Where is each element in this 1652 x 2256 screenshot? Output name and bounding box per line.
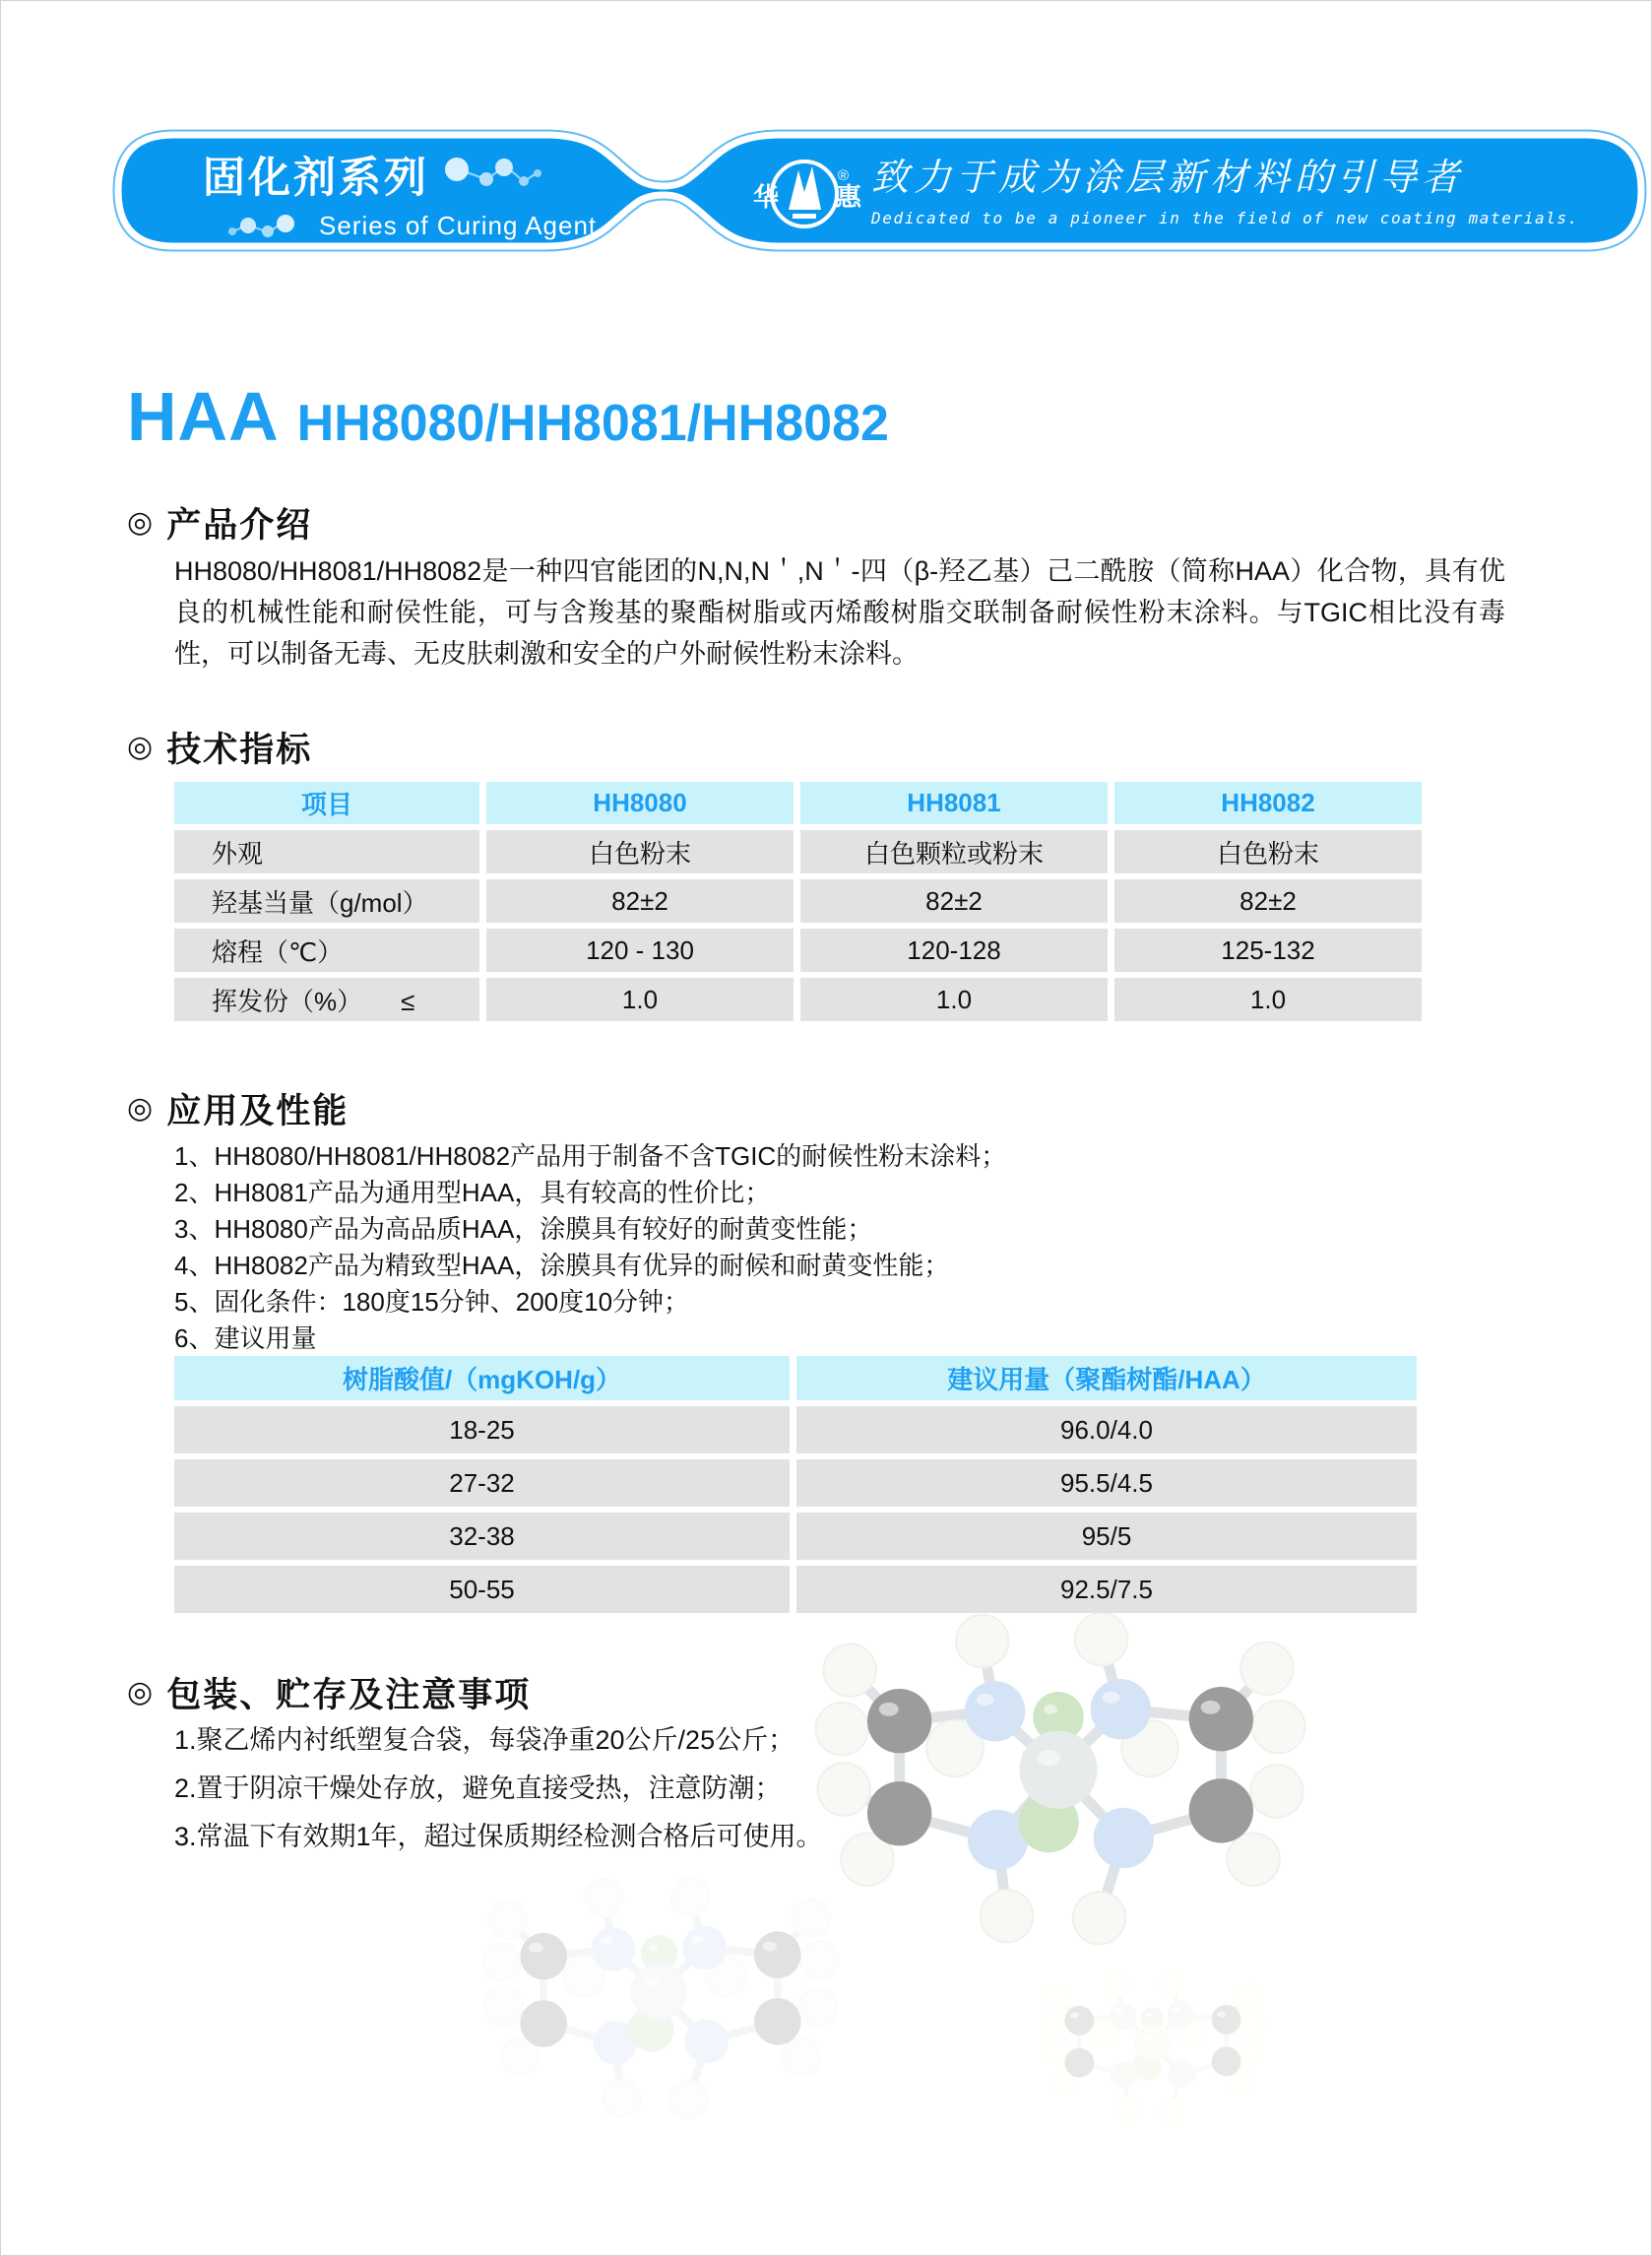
tech-cell: 82±2 <box>1114 879 1422 923</box>
section-heading-tech <box>127 723 312 772</box>
tech-cell: 1.0 <box>800 978 1108 1021</box>
tech-cell: 120-128 <box>800 929 1108 972</box>
application-item: 4、HH8082产品为精致型HAA，涂膜具有优异的耐候和耐黄变性能； <box>174 1251 950 1280</box>
series-title-en: Series of Curing Agent <box>319 211 598 240</box>
section-bullet-icon: ◎ <box>127 1092 154 1125</box>
tech-cell: 82±2 <box>486 879 794 923</box>
dosage-cell: 95.5/4.5 <box>796 1459 1417 1507</box>
intro-heading: 产品介绍 <box>166 506 313 545</box>
section-bullet-icon: ◎ <box>127 731 154 763</box>
tech-cell: 82±2 <box>800 879 1108 923</box>
tech-row-label: 羟基当量（g/mol） <box>174 879 479 923</box>
logo-right-char: 惠 <box>836 182 862 212</box>
section-bullet-icon: ◎ <box>127 1676 154 1708</box>
intro-paragraph: HH8080/HH8081/HH8082是一种四官能团的N,N,N＇,N＇-四（β-羟乙基）己二酰胺（简称HAA）化合物，具有优良的机械性能和耐侯性能，可与含羧基的聚酯树脂或丙烯酸树脂交联制备耐候性粉末涂料。与TGIC相比没有毒性，可以制备无毒、无皮肤刺激和安全的户外耐候性粉末涂料。 <box>174 556 1505 669</box>
dosage-cell: 18-25 <box>174 1406 790 1453</box>
tech-cell: 1.0 <box>1114 978 1422 1021</box>
product-name: HAA <box>127 378 280 455</box>
application-item: 2、HH8081产品为通用型HAA，具有较高的性价比； <box>174 1178 771 1207</box>
packaging-heading: 包装、贮存及注意事项 <box>166 1676 532 1714</box>
dosage-cell: 27-32 <box>174 1459 790 1507</box>
tech-cell: 120 - 130 <box>486 929 794 972</box>
dosage-cell: 92.5/7.5 <box>796 1566 1417 1613</box>
dosage-col-header: 建议用量（聚酯树酯/HAA） <box>796 1356 1417 1400</box>
dosage-cell: 50-55 <box>174 1566 790 1613</box>
tech-cell: 125-132 <box>1114 929 1422 972</box>
tech-col-header: HH8081 <box>800 782 1108 824</box>
dosage-cell: 32-38 <box>174 1513 790 1560</box>
tech-cell: 白色粉末 <box>486 830 794 873</box>
application-list <box>174 1138 1006 1357</box>
logo-registered-mark: ® <box>838 167 850 184</box>
application-item: 6、建议用量 <box>174 1323 317 1353</box>
application-item: 1、HH8080/HH8081/HH8082产品用于制备不含TGIC的耐候性粉末涂料； <box>174 1141 1007 1171</box>
tech-col-header: HH8082 <box>1114 782 1422 824</box>
tech-row-label: 外观 <box>174 830 479 873</box>
application-item: 5、固化条件：180度15分钟、200度10分钟； <box>174 1287 690 1317</box>
dosage-table <box>174 1356 1417 1613</box>
logo-left-char: 华 <box>753 182 780 212</box>
molecule-dots-icon <box>443 154 561 197</box>
packaging-item: 1.聚乙烯内衬纸塑复合袋，每袋净重20公斤/25公斤； <box>174 1725 795 1755</box>
tech-row-label: 熔程（℃） <box>174 929 479 972</box>
tech-col-header: HH8080 <box>486 782 794 824</box>
packaging-item: 2.置于阴凉干燥处存放，避免直接受热，注意防潮； <box>174 1773 782 1803</box>
application-heading: 应用及性能 <box>166 1092 349 1130</box>
series-title-zh: 固化剂系列 <box>203 155 429 202</box>
tech-cell: 1.0 <box>486 978 794 1021</box>
product-models: HH8080/HH8081/HH8082 <box>296 395 889 452</box>
dosage-cell: 95/5 <box>796 1513 1417 1560</box>
tech-cell: 白色颗粒或粉末 <box>800 830 1108 873</box>
section-heading-intro <box>127 498 312 548</box>
dosage-cell: 96.0/4.0 <box>796 1406 1417 1453</box>
dosage-col-header: 树脂酸值/（mgKOH/g） <box>174 1356 790 1400</box>
molecule-graphic-faded <box>476 1864 846 2148</box>
section-heading-application <box>127 1084 349 1133</box>
section-bullet-icon: ◎ <box>127 506 154 539</box>
tech-col-header: 项目 <box>174 782 479 824</box>
tech-cell: 白色粉末 <box>1114 830 1422 873</box>
logo-mark <box>789 166 821 210</box>
section-heading-packaging <box>127 1668 531 1717</box>
slogan-zh: 致力于成为涂层新材料的引导者 <box>871 158 1465 199</box>
company-logo <box>747 149 863 239</box>
banner-slogan-block <box>871 147 1579 227</box>
slogan-en: Dedicated to be a pioneer in the field of new coating materials. <box>871 209 1579 227</box>
molecule-graphic-faded <box>1037 1963 1269 2141</box>
tech-heading: 技术指标 <box>166 731 313 769</box>
molecule-dots-icon <box>224 214 309 239</box>
molecule-graphic <box>806 1594 1314 1984</box>
page-title <box>127 377 889 456</box>
banner-series-block <box>203 145 597 241</box>
tech-specs-table <box>174 782 1422 1021</box>
tech-row-label: 挥发份（%） ≤ <box>174 978 479 1021</box>
application-item: 3、HH8080产品为高品质HAA，涂膜具有较好的耐黄变性能； <box>174 1214 873 1244</box>
packaging-list <box>174 1716 823 1861</box>
packaging-item: 3.常温下有效期1年，超过保质期经检测合格后可使用。 <box>174 1822 823 1851</box>
